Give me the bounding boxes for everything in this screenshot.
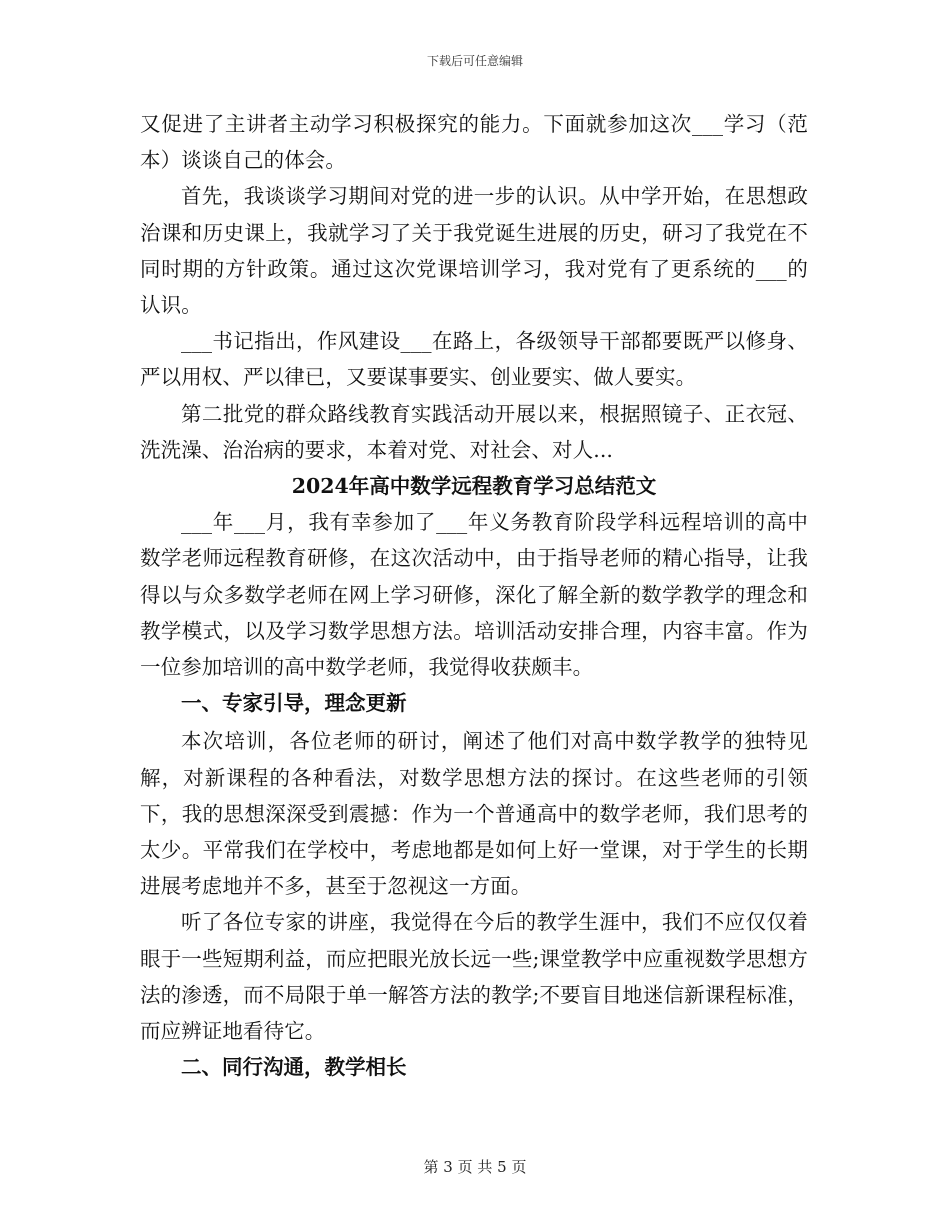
page-header: 下载后可任意编辑 [426,54,523,68]
paragraph-1: 又促进了主讲者主动学习积极探究的能力。下面就参加这次___学习（范本）谈谈自己的体会。 [140,112,808,173]
paragraph-4: 第二批党的群众路线教育实践活动开展以来，根据照镜子、正衣冠、洗洗澡、治治病的要求，本着对党、对社会、对人... [140,401,808,462]
paragraph-6: 本次培训，各位老师的研讨，阐述了他们对高中数学教学的独特见解，对新课程的各种看法，对数学思想方法的探讨。在这些老师的引领下，我的思想深深受到震撼：作为一个普通高中的数学老师，我们思考的太少。平常我们在学校中，考虑地都是如何上好一堂课，对于学生的长期进展考虑地并不多，甚至于忽视这一方面。 [140,729,808,899]
document-body [140,106,808,1087]
paragraph-7: 听了各位专家的讲座，我觉得在今后的教学生涯中，我们不应仅仅着眼于一些短期利益，而应把眼光放长远一些;课堂教学中应重视数学思想方法的渗透，而不局限于单一解答方法的教学;不要盲目地迷信新课程标准，而应辨证地看待它。 [140,910,808,1044]
paragraph-3: ___书记指出，作风建设___在路上，各级领导干部都要既严以修身、严以用权、严以律已，又要谋事要实、创业要实、做人要实。 [140,329,808,390]
article-title: 2024年高中数学远程教育学习总结范文 [291,474,657,499]
paragraph-2: 首先，我谈谈学习期间对党的进一步的认识。从中学开始，在思想政治课和历史课上，我就学习了关于我党诞生进展的历史，研习了我党在不同时期的方针政策。通过这次党课培训学习，我对党有了更系统的___的认识。 [140,184,808,318]
section-heading-1: 一、专家引导，理念更新 [181,691,407,716]
section-heading-2: 二、同行沟通，教学相长 [181,1055,407,1080]
page-footer: 第 3 页 共 5 页 [423,1158,527,1176]
paragraph-5: ___年___月，我有幸参加了___年义务教育阶段学科远程培训的高中数学老师远程教育研修，在这次活动中，由于指导老师的精心指导，让我得以与众多数学老师在网上学习研修，深化了解全新的数学教学的理念和教学模式，以及学习数学思想方法。培训活动安排合理，内容丰富。作为一位参加培训的高中数学老师，我觉得收获颇丰。 [140,510,808,680]
